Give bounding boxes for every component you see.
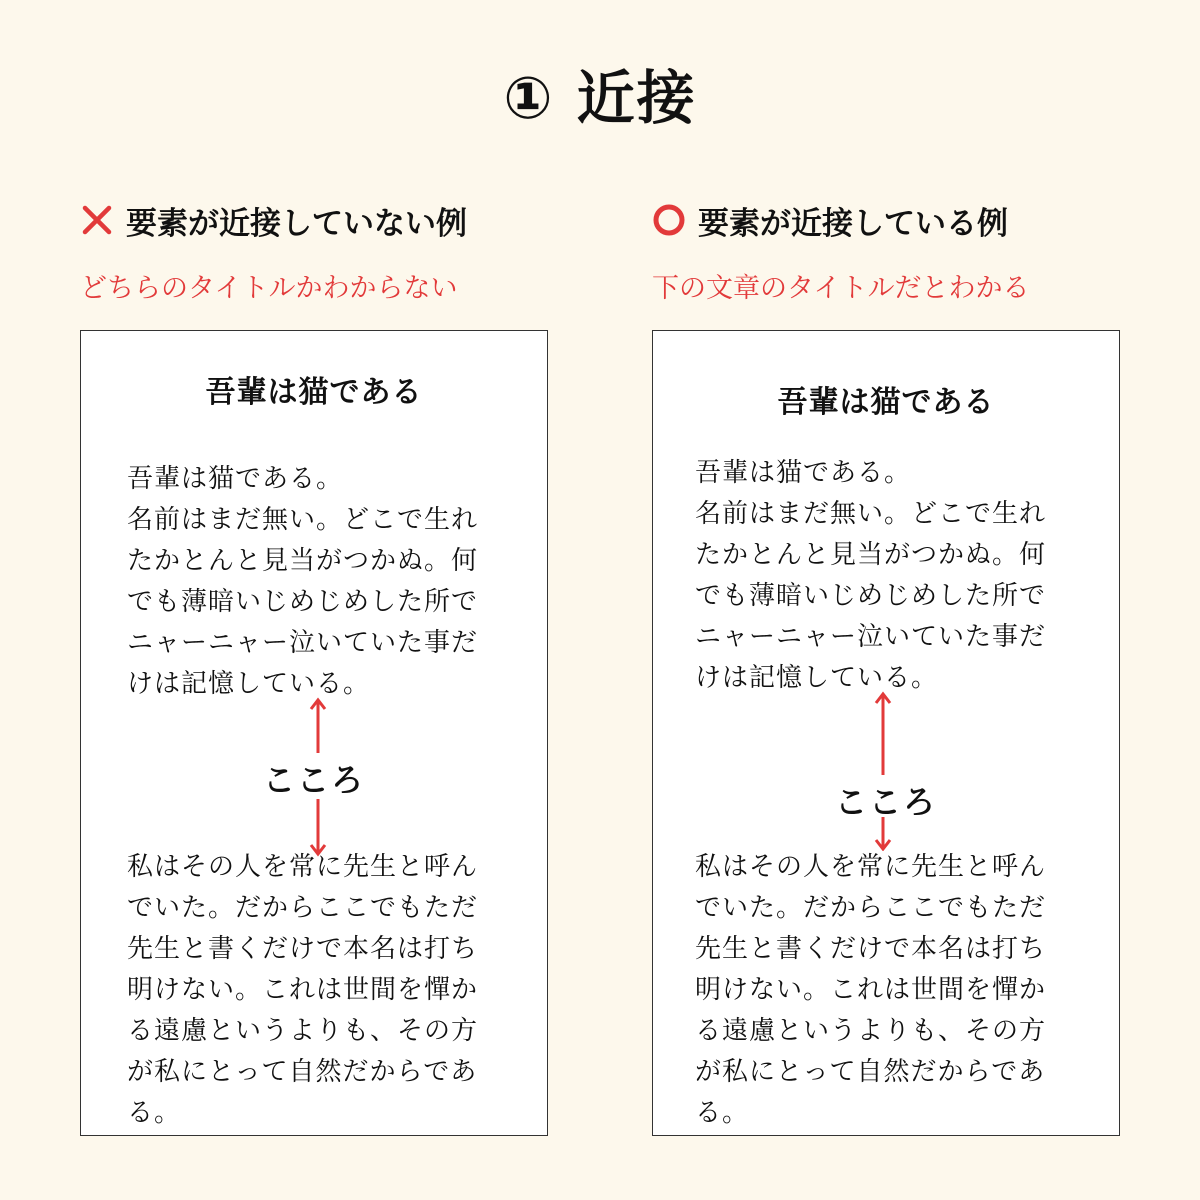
card-subtitle: こころ xyxy=(834,783,937,821)
cross-icon xyxy=(80,203,114,237)
paragraph-line: でも薄暗いじめじめした所で xyxy=(127,587,479,617)
paragraph-line: 先生と書くだけで本名は打ち xyxy=(127,934,479,964)
arrow-down-icon xyxy=(873,815,893,851)
bad-example-heading xyxy=(80,198,467,242)
paragraph-kokoro xyxy=(127,847,517,1134)
paragraph-line: る。 xyxy=(127,1098,182,1128)
good-example-card xyxy=(652,330,1120,1136)
good-example-heading-label: 要素が近接している例 xyxy=(698,205,1008,242)
paragraph-kokoro xyxy=(695,847,1085,1134)
good-example-caption: 下の文章のタイトルだとわかる xyxy=(652,273,1030,304)
paragraph-line: 吾輩は猫である。 xyxy=(695,458,912,488)
paragraph-neko xyxy=(127,459,517,705)
paragraph-line: る遠慮というよりも、その方 xyxy=(127,1016,479,1046)
paragraph-neko xyxy=(695,453,1085,699)
paragraph-line: 名前はまだ無い。どこで生れ xyxy=(695,499,1047,529)
arrow-up-icon xyxy=(873,691,893,777)
paragraph-line: 明けない。これは世間を憚か xyxy=(695,975,1047,1005)
paragraph-line: る遠慮というよりも、その方 xyxy=(695,1016,1047,1046)
paragraph-line: 私はその人を常に先生と呼ん xyxy=(695,852,1047,882)
paragraph-line: る。 xyxy=(695,1098,750,1128)
paragraph-line: 吾輩は猫である。 xyxy=(127,464,344,494)
paragraph-line: 名前はまだ無い。どこで生れ xyxy=(127,505,479,535)
paragraph-line: たかとんと見当がつかぬ。何 xyxy=(127,546,479,576)
paragraph-line: でいた。だからここでもただ xyxy=(695,893,1047,923)
paragraph-line: 先生と書くだけで本名は打ち xyxy=(695,934,1047,964)
page-title: ① 近接 xyxy=(503,64,697,132)
bad-example-caption: どちらのタイトルかわからない xyxy=(80,273,458,304)
paragraph-line: ニャーニャー泣いていた事だ xyxy=(127,628,479,658)
card-subtitle: こころ xyxy=(262,761,365,799)
paragraph-line: たかとんと見当がつかぬ。何 xyxy=(695,540,1047,570)
card-title: 吾輩は猫である xyxy=(205,375,423,410)
paragraph-line: けは記憶している。 xyxy=(127,669,371,699)
paragraph-line: 私はその人を常に先生と呼ん xyxy=(127,852,479,882)
bad-example-card xyxy=(80,330,548,1136)
paragraph-line: でも薄暗いじめじめした所で xyxy=(695,581,1047,611)
bad-example-heading-label: 要素が近接していない例 xyxy=(126,205,467,242)
circle-icon xyxy=(652,203,686,237)
paragraph-line: ニャーニャー泣いていた事だ xyxy=(695,622,1047,652)
paragraph-line: けは記憶している。 xyxy=(695,663,939,693)
paragraph-line: が私にとって自然だからであ xyxy=(127,1057,478,1087)
arrow-up-icon xyxy=(308,697,328,755)
good-example-heading xyxy=(652,198,1008,242)
paragraph-line: でいた。だからここでもただ xyxy=(127,893,479,923)
card-title: 吾輩は猫である xyxy=(777,385,995,420)
paragraph-line: が私にとって自然だからであ xyxy=(695,1057,1046,1087)
paragraph-line: 明けない。これは世間を憚か xyxy=(127,975,479,1005)
